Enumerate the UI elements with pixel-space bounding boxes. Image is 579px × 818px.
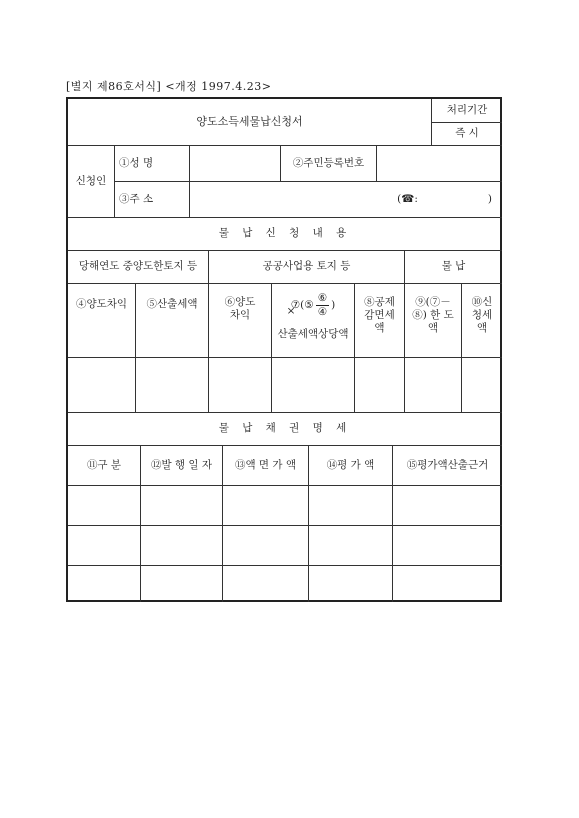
group-in-kind: 물 납 bbox=[405, 251, 502, 284]
group-public-project: 공공사업용 토지 등 bbox=[209, 251, 405, 284]
bond-row-2-face-value[interactable] bbox=[223, 526, 309, 566]
processing-period-value: 즉 시 bbox=[432, 123, 502, 146]
bond-row-3-appraised[interactable] bbox=[309, 566, 393, 602]
input-capital-gain[interactable] bbox=[68, 358, 136, 413]
bond-row-2-appraised[interactable] bbox=[309, 526, 393, 566]
group-current-year: 당해연도 중양도한토지 등 bbox=[68, 251, 209, 284]
phone-open: ( bbox=[397, 192, 402, 205]
bond-row-1-type[interactable] bbox=[68, 486, 141, 526]
bond-row-3-issue-date[interactable] bbox=[141, 566, 223, 602]
bond-col-face-value: ⑬액 면 가 액 bbox=[223, 446, 309, 486]
application-form bbox=[66, 97, 502, 602]
formula-label: 산출세액상당액 bbox=[277, 328, 349, 341]
formula-prefix: ⑦(⑤ bbox=[290, 299, 314, 312]
input-limit[interactable] bbox=[405, 358, 462, 413]
bond-row-1-basis[interactable] bbox=[393, 486, 502, 526]
col-computed-tax: ⑤산출세액 bbox=[136, 284, 209, 358]
resident-number-label: ②주민등록번호 bbox=[281, 146, 377, 182]
col-limit: ⑨(⑦－⑧) 한 도 액 bbox=[405, 284, 462, 358]
phone-close: ) bbox=[487, 192, 492, 205]
bond-row-3-face-value[interactable] bbox=[223, 566, 309, 602]
bond-row-1-issue-date[interactable] bbox=[141, 486, 223, 526]
bond-col-appraised-value: ⑭평 가 액 bbox=[309, 446, 393, 486]
input-equivalent-tax[interactable] bbox=[272, 358, 355, 413]
bond-row-2-issue-date[interactable] bbox=[141, 526, 223, 566]
formula-times: × bbox=[286, 305, 296, 318]
bond-section-title: 물 납 채 권 명 세 bbox=[68, 413, 502, 446]
input-computed-tax[interactable] bbox=[136, 358, 209, 413]
bond-row-3-type[interactable] bbox=[68, 566, 141, 602]
col-capital-gain-public: ⑥양도차익 bbox=[209, 284, 272, 358]
bond-col-type: ⑪구 분 bbox=[68, 446, 141, 486]
bond-col-issue-date: ⑫발 행 일 자 bbox=[141, 446, 223, 486]
formula-fraction bbox=[316, 292, 329, 319]
address-label: ③주 소 bbox=[115, 182, 190, 218]
form-number-note: [별지 제86호서식] <개정 1997.4.23> bbox=[66, 80, 272, 93]
bond-row-1-face-value[interactable] bbox=[223, 486, 309, 526]
col-request-tax: ⑩신청세액 bbox=[462, 284, 502, 358]
bond-row-2-basis[interactable] bbox=[393, 526, 502, 566]
applicant-label: 신청인 bbox=[68, 146, 115, 218]
input-capital-gain-public[interactable] bbox=[209, 358, 272, 413]
phone-icon: ☎: bbox=[401, 192, 418, 205]
input-request-tax[interactable] bbox=[462, 358, 502, 413]
bond-col-basis: ⑮평가액산출근거 bbox=[393, 446, 502, 486]
address-field[interactable] bbox=[190, 182, 502, 218]
form-title: 양도소득세물납신청서 bbox=[68, 99, 432, 146]
bond-row-1-appraised[interactable] bbox=[309, 486, 393, 526]
formula-close: ) bbox=[331, 299, 336, 312]
processing-period-label: 처리기간 bbox=[432, 99, 502, 123]
resident-number-field[interactable] bbox=[377, 146, 502, 182]
bond-row-3-basis[interactable] bbox=[393, 566, 502, 602]
col-deduction: ⑧공제 감면세액 bbox=[355, 284, 405, 358]
formula-denominator: ④ bbox=[317, 306, 328, 319]
col-capital-gain: ④양도차익 bbox=[68, 284, 136, 358]
bond-row-2-type[interactable] bbox=[68, 526, 141, 566]
name-field[interactable] bbox=[190, 146, 281, 182]
col-equivalent-tax bbox=[272, 284, 355, 358]
formula-numerator: ⑥ bbox=[316, 292, 329, 306]
input-deduction[interactable] bbox=[355, 358, 405, 413]
request-section-title: 물 납 신 청 내 용 bbox=[68, 218, 502, 251]
name-label: ①성 명 bbox=[115, 146, 190, 182]
